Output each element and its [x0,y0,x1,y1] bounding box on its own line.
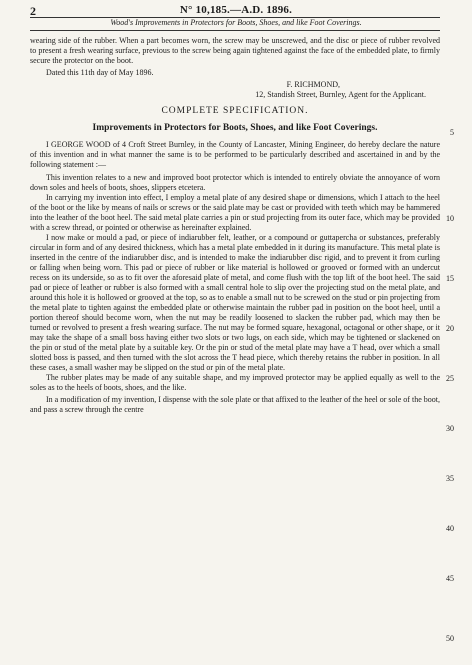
patent-number-title: N° 10,185.—A.D. 1896. [179,4,293,16]
line-number: 45 [446,574,454,583]
paragraph: In a modification of my invention, I dispense with the sole plate or that affixed to the leather of the heel or sole of the boot, and pass a screw through the centre [30,395,440,414]
running-header: Wood's Improvements in Protectors for Boots, Shoes, and like Foot Coverings. [110,18,362,27]
line-number: 25 [446,374,454,383]
signature-address: 12, Standish Street, Burnley, Agent for the Applicant. [255,90,426,99]
paragraph: This invention relates to a new and improved boot protector which is intended to entirely obviate the annoyance of worn down soles and heels of boots, shoes, slippers etcetera. [30,173,440,192]
line-number: 5 [450,128,454,137]
line-number: 35 [446,474,454,483]
dated-line: Dated this 11th day of May 1896. [46,68,154,77]
top-paragraph: wearing side of the rubber. When a part becomes worn, the screw may be unscrewed, and the disc or piece of rubber revolved to present a fresh wearing surface, previous to the screw being again tightened against the face of the embedded plate, to firmly secure the protector on the boot. [30,36,440,65]
signature-name: F. RICHMOND, [286,80,340,89]
paragraph: The rubber plates may be made of any suitable shape, and my improved protector may be applied equally as well to the soles as to the heels of boots, shoes, and the like. [30,373,440,392]
complete-specification-heading: COMPLETE SPECIFICATION. [161,106,309,116]
paragraph: In carrying my invention into effect, I employ a metal plate of any desired shape or dimensions, which I attach to the heel of the boot or the like by means of nails or screws or the said plate may be cast or provided with teeth which may be hammered into the leather of the boot heel. The said metal plate carries a pin or stud projecting from its outer face, which may be provided with a screw thread, or pointed or otherwise as hereinafter explained. [30,193,440,232]
line-number: 20 [446,324,454,333]
line-number: 30 [446,424,454,433]
paragraph: I now make or mould a pad, or piece of indiarubber felt, leather, or a compound or guttapercha or substances, preferably circular in form and of any desired thickness, which has a metal plate embedded in it during its manufacture. This metal plate is inserted in the centre of the indiarubber disc, and is intended to make the indiarubber disc rigid, and to prevent it from curling or falling when being worn. This pad or piece of rubber or like material is hollowed or grooved or formed with an undercut recess on its underside, so as to fit over the aforesaid plate of metal, and come flush with the top lift of the boot heel. The said pad or piece of leather or rubber is also formed with a small central hole to slip over the projecting stud on the metal plate, and around this hole it is hollowed or grooved at the top, so as to enable a small nut to be screwed on the stud or pin projecting from the metal plate to tighten against the embedded plate or otherwise maintain the rubber pad in position on the boot heel, until a portion thereof should become worn, when the nut may be readily loosened to slacken the rubber pad, which may then be turned or revolved to present a fresh wearing surface. The nut may be formed square, hexagonal, octagonal or other shape, or it may take the shape of a small boss having either two slots or two lugs, on each side, which may be tightened or slackened on the pin or stud of the metal plate by a suitable key. Or the pin or stud of the metal plate may have a T head, over which a small slotted boss is passed, and then turned with the slot across the T head piece, which thereby retains the rubber in position. In all these cases, a small washer may be slipped on the stud or pin of the metal plate. [30,233,440,372]
line-number: 50 [446,634,454,643]
specification-title: Improvements in Protectors for Boots, Shoes, and like Foot Coverings. [92,123,378,133]
page-number: 2 [30,4,36,18]
header-rule-bottom [30,30,440,31]
line-number: 10 [446,214,454,223]
line-number: 40 [446,524,454,533]
document-body [30,36,440,415]
line-number: 15 [446,274,454,283]
paragraph: I GEORGE WOOD of 4 Croft Street Burnley, in the County of Lancaster, Mining Engineer, do hereby declare the nature of this invention and in what manner the same is to be performed to be particularly described and ascertained in and by the following statement :— [30,140,440,169]
